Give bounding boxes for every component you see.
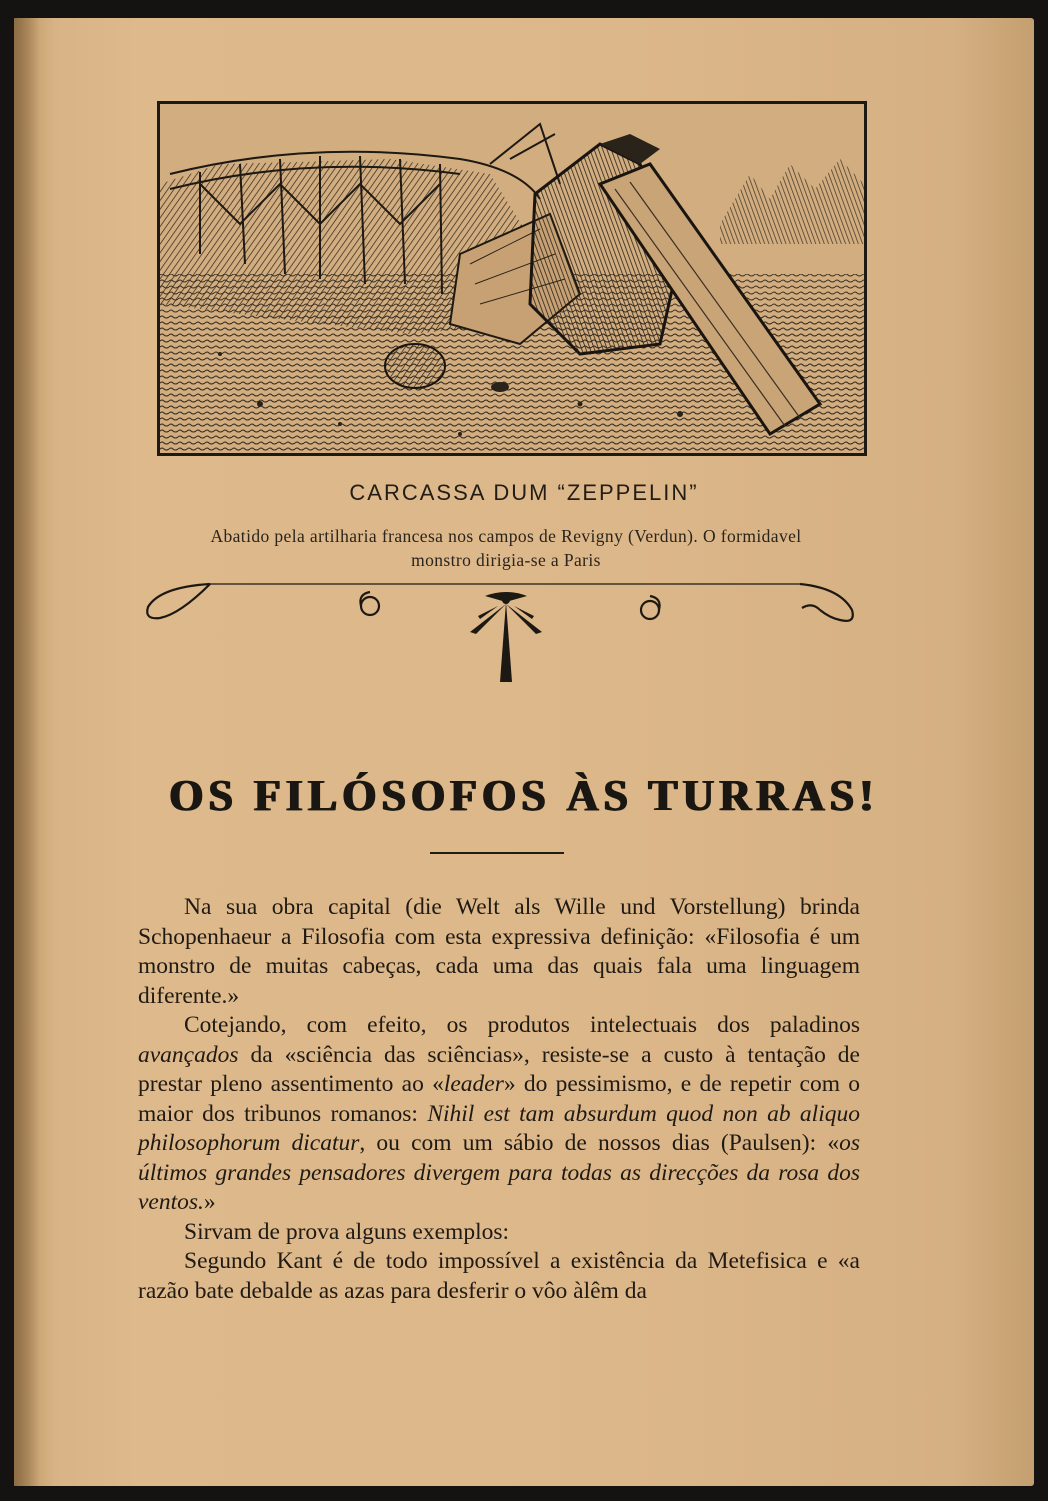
paragraph-3: Sirvam de prova alguns exemplos: (184, 1218, 510, 1245)
page-gutter (14, 18, 40, 1486)
paragraph-4: Segundo Kant é de todo impossível a existência da Metefisica e «a razão bate debalde as azas para desferir o vôo àlêm da (138, 1248, 860, 1304)
caption-title: CARCASSA DUM “ZEPPELIN” (349, 480, 699, 505)
decorative-flourish-divider (140, 582, 870, 687)
zeppelin-wreck-illustration (157, 101, 867, 456)
caption-line-1: Abatido pela artilharia francesa nos campos de Revigny (Verdun). O formidavel (210, 526, 802, 546)
heading-rule (430, 852, 564, 854)
caption-line-2: monstro dirigia-se a Paris (411, 550, 601, 570)
article-body (138, 893, 860, 1306)
section-heading: OS FILÓSOFOS ÀS TURRAS! (169, 771, 879, 820)
paragraph-2: Cotejando, com efeito, os produtos intelectuais dos paladinos avançados da «sciência das sciências», resiste-se a custo à tentação de prestar pleno assentimento ao «leader» do pessimismo, e de repetir com o maior dos tribunos romanos: Nihil est tam absurdum quod non ab aliquo philosophorum dicatur, ou com um sábio de nossos dias (Paulsen): «os últimos grandes pensadores divergem para todas as direcções da rosa dos ventos.» (138, 1012, 860, 1215)
caption-description (136, 524, 876, 572)
paragraph-1: Na sua obra capital (die Welt als Wille und Vorstellung) brinda Schopenhaeur a Filosofia com esta expressiva definição: «Filosofia é um monstro de muitas cabeças, cada uma das quais fala uma linguagem diferente.» (138, 894, 860, 1009)
